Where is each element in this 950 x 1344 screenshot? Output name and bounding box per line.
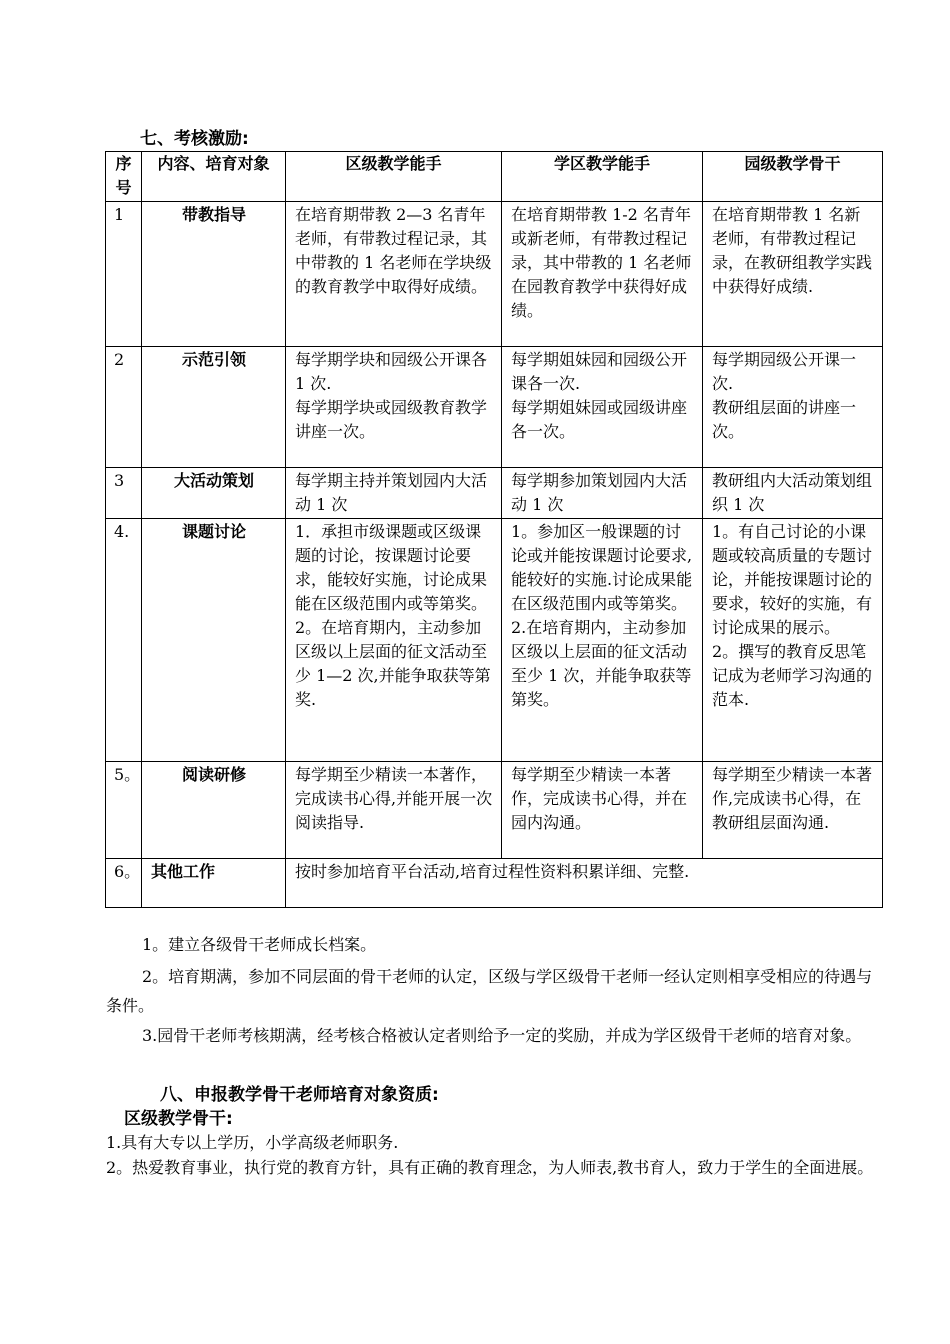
note-3: 3.园骨干老师考核期满，经考核合格被认定者则给予一定的奖励，并成为学区级骨干老师的培育对象。 [142,1026,862,1045]
header-kindergarten: 园级教学骨干 [703,152,883,202]
header-school-district: 学区教学能手 [502,152,703,202]
section-8-title: 八、申报教学骨干老师培育对象资质: [160,1085,439,1105]
cell-kindergarten: 1。有自己讨论的小课题或较高质量的专题讨论，并能按课题讨论的要求，较好的实施，有讨论成果的展示。 2。撰写的教育反思笔记成为老师学习沟通的范本. [703,519,883,762]
table-row [106,468,883,519]
cell-school-district: 每学期至少精读一本著作，完成读书心得，并在园内沟通。 [502,762,703,859]
cell-kindergarten: 教研组内大活动策划组织 1 次 [703,468,883,519]
cell-school-district: 每学期姐妹园和园级公开课各一次. 每学期姐妹园或园级讲座各一次。 [502,347,703,468]
header-num: 序号 [106,152,142,202]
row-num: 6。 [106,859,142,908]
cell-merged: 按时参加培育平台活动,培育过程性资料积累详细、完整. [286,859,883,908]
row-num: 1 [106,202,142,347]
row-num: 3 [106,468,142,519]
row-num: 2 [106,347,142,468]
note-2: 2。培育期满，参加不同层面的骨干老师的认定，区级与学区级骨干老师一经认定则相享受相应的待遇与条件。 [106,967,873,1015]
table-row [106,519,883,762]
cell-district: 每学期主持并策划园内大活动 1 次 [286,468,502,519]
table-row [106,202,883,347]
cell-district: 在培育期带教 2—3 名青年老师，有带教过程记录，其中带教的 1 名老师在学块级的教育教学中取得好成绩。 [286,202,502,347]
row-name: 大活动策划 [142,468,286,519]
header-content: 内容、培育对象 [142,152,286,202]
row-num: 4. [106,519,142,762]
row-name: 带教指导 [142,202,286,347]
row-name: 示范引领 [142,347,286,468]
row-name: 其他工作 [142,859,286,908]
cell-district: 每学期至少精读一本著作，完成读书心得,并能开展一次阅读指导. [286,762,502,859]
row-num: 5。 [106,762,142,859]
requirement-1: 1.具有大专以上学历，小学高级老师职务. [106,1133,399,1152]
cell-school-district: 1。参加区一般课题的讨论或并能按课题讨论要求,能较好的实施.讨论成果能在区级范围内或等第奖。 2.在培育期内，主动参加区级以上层面的征文活动至少 1 次，并能争取获等第奖。 [502,519,703,762]
table-row [106,762,883,859]
cell-kindergarten: 每学期园级公开课一次. 教研组层面的讲座一次。 [703,347,883,468]
row-name: 课题讨论 [142,519,286,762]
requirement-2: 2。热爱教育事业，执行党的教育方针，具有正确的教育理念，为人师表,教书育人，致力于学生的全面进展。 [106,1158,874,1177]
cell-district: 每学期学块和园级公开课各 1 次. 每学期学块或园级教育教学讲座一次。 [286,347,502,468]
assessment-table [105,151,883,908]
table-row [106,347,883,468]
table-header-row [106,152,883,202]
cell-school-district: 每学期参加策划园内大活动 1 次 [502,468,703,519]
table-row [106,859,883,908]
section-8-subtitle: 区级教学骨干: [124,1109,233,1129]
row-name: 阅读研修 [142,762,286,859]
cell-district: 1．承担市级课题或区级课题的讨论，按课题讨论要求，能较好实施，讨论成果能在区级范围内或等第奖。 2。在培育期内，主动参加区级以上层面的征文活动至少 1—2 次,并能争取获等第奖. [286,519,502,762]
cell-kindergarten: 在培育期带教 1 名新老师，有带教过程记录，在教研组教学实践中获得好成绩. [703,202,883,347]
cell-school-district: 在培育期带教 1-2 名青年或新老师，有带教过程记录，其中带教的 1 名老师在园教育教学中获得好成绩。 [502,202,703,347]
cell-kindergarten: 每学期至少精读一本著作,完成读书心得，在教研组层面沟通. [703,762,883,859]
header-district: 区级教学能手 [286,152,502,202]
note-1: 1。建立各级骨干老师成长档案。 [142,935,377,954]
section-7-title: 七、考核激励: [140,129,249,149]
